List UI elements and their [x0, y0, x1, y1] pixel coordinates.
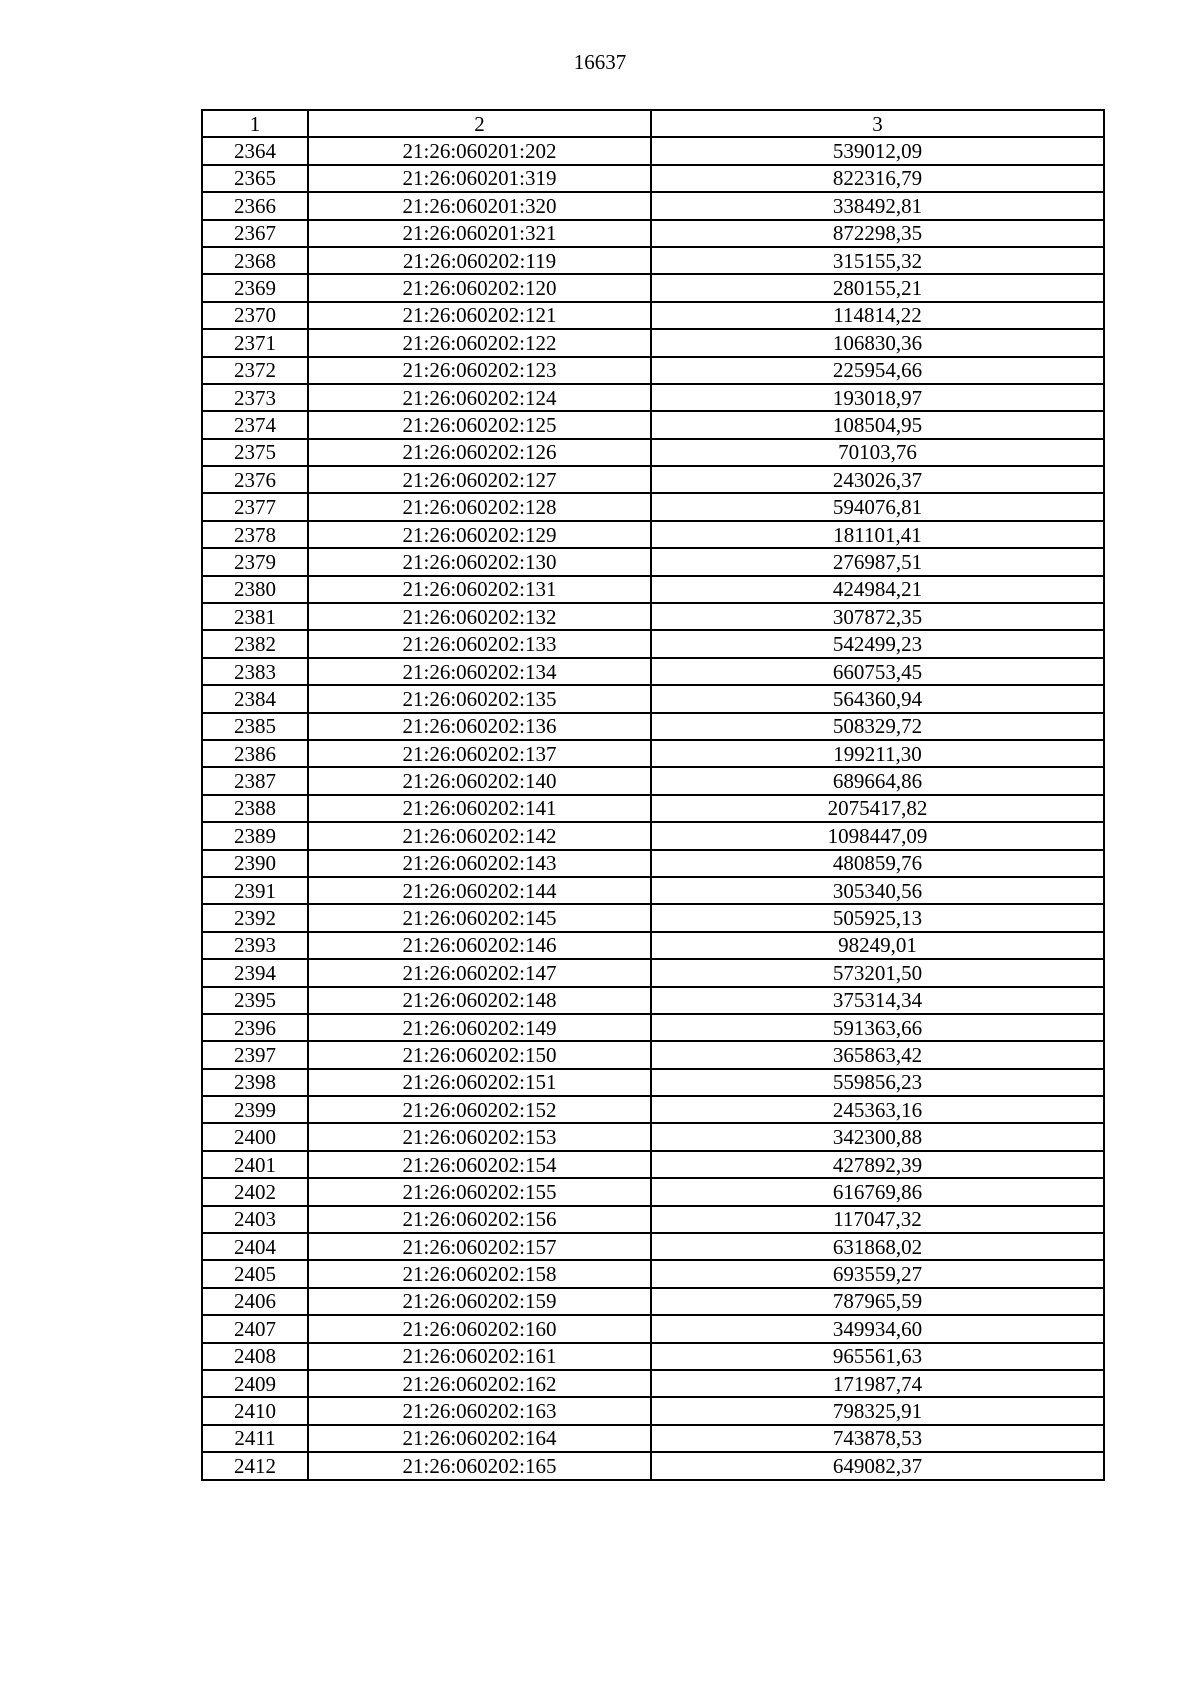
- value-cell: 787965,59: [651, 1288, 1104, 1315]
- table-body: [202, 137, 1104, 1479]
- table-row: [202, 1123, 1104, 1150]
- value-cell: 315155,32: [651, 247, 1104, 274]
- cadastral-number-cell: 21:26:060202:143: [308, 850, 651, 877]
- header-col-3: 3: [651, 110, 1104, 137]
- value-cell: 199211,30: [651, 740, 1104, 767]
- value-cell: 1098447,09: [651, 822, 1104, 849]
- cadastral-number-cell: 21:26:060202:145: [308, 904, 651, 931]
- value-cell: 559856,23: [651, 1069, 1104, 1096]
- cadastral-number-cell: 21:26:060201:321: [308, 220, 651, 247]
- cadastral-number-cell: 21:26:060202:144: [308, 877, 651, 904]
- row-number-cell: 2376: [202, 466, 308, 493]
- value-cell: 305340,56: [651, 877, 1104, 904]
- cadastral-number-cell: 21:26:060202:155: [308, 1178, 651, 1205]
- cadastral-number-cell: 21:26:060202:126: [308, 439, 651, 466]
- cadastral-number-cell: 21:26:060202:129: [308, 521, 651, 548]
- value-cell: 245363,16: [651, 1096, 1104, 1123]
- table-row: [202, 1343, 1104, 1370]
- table-row: [202, 850, 1104, 877]
- row-number-cell: 2392: [202, 904, 308, 931]
- value-cell: 594076,81: [651, 493, 1104, 520]
- value-cell: 365863,42: [651, 1041, 1104, 1068]
- cadastral-number-cell: 21:26:060202:151: [308, 1069, 651, 1096]
- row-number-cell: 2398: [202, 1069, 308, 1096]
- cadastral-number-cell: 21:26:060202:137: [308, 740, 651, 767]
- row-number-cell: 2393: [202, 932, 308, 959]
- table-header: [202, 110, 1104, 137]
- cadastral-number-cell: 21:26:060202:147: [308, 959, 651, 986]
- row-number-cell: 2404: [202, 1233, 308, 1260]
- table-row: [202, 1041, 1104, 1068]
- cadastral-number-cell: 21:26:060202:153: [308, 1123, 651, 1150]
- table-row: [202, 1370, 1104, 1397]
- row-number-cell: 2406: [202, 1288, 308, 1315]
- row-number-cell: 2411: [202, 1425, 308, 1452]
- row-number-cell: 2385: [202, 713, 308, 740]
- value-cell: 114814,22: [651, 302, 1104, 329]
- cadastral-number-cell: 21:26:060201:202: [308, 137, 651, 164]
- row-number-cell: 2374: [202, 411, 308, 438]
- table-row: [202, 987, 1104, 1014]
- table-row: [202, 274, 1104, 301]
- row-number-cell: 2405: [202, 1260, 308, 1287]
- cadastral-number-cell: 21:26:060202:127: [308, 466, 651, 493]
- table-row: [202, 548, 1104, 575]
- cadastral-number-cell: 21:26:060202:131: [308, 576, 651, 603]
- row-number-cell: 2390: [202, 850, 308, 877]
- table-row: [202, 603, 1104, 630]
- cadastral-number-cell: 21:26:060202:124: [308, 384, 651, 411]
- row-number-cell: 2394: [202, 959, 308, 986]
- row-number-cell: 2408: [202, 1343, 308, 1370]
- value-cell: 872298,35: [651, 220, 1104, 247]
- row-number-cell: 2389: [202, 822, 308, 849]
- table-row: [202, 1233, 1104, 1260]
- value-cell: 631868,02: [651, 1233, 1104, 1260]
- value-cell: 427892,39: [651, 1151, 1104, 1178]
- value-cell: 660753,45: [651, 658, 1104, 685]
- table-row: [202, 439, 1104, 466]
- row-number-cell: 2410: [202, 1397, 308, 1424]
- table-row: [202, 630, 1104, 657]
- table-row: [202, 767, 1104, 794]
- value-cell: 280155,21: [651, 274, 1104, 301]
- value-cell: 375314,34: [651, 987, 1104, 1014]
- cadastral-number-cell: 21:26:060202:158: [308, 1260, 651, 1287]
- value-cell: 542499,23: [651, 630, 1104, 657]
- cadastral-number-cell: 21:26:060202:133: [308, 630, 651, 657]
- table-row: [202, 959, 1104, 986]
- table-row: [202, 1452, 1104, 1479]
- value-cell: 2075417,82: [651, 795, 1104, 822]
- table-row: [202, 137, 1104, 164]
- table-row: [202, 877, 1104, 904]
- table-row: [202, 247, 1104, 274]
- value-cell: 480859,76: [651, 850, 1104, 877]
- table-row: [202, 1151, 1104, 1178]
- cadastral-number-cell: 21:26:060202:148: [308, 987, 651, 1014]
- value-cell: 822316,79: [651, 165, 1104, 192]
- row-number-cell: 2387: [202, 767, 308, 794]
- row-number-cell: 2391: [202, 877, 308, 904]
- cadastral-number-cell: 21:26:060202:160: [308, 1315, 651, 1342]
- cadastral-number-cell: 21:26:060202:161: [308, 1343, 651, 1370]
- cadastral-number-cell: 21:26:060202:157: [308, 1233, 651, 1260]
- value-cell: 193018,97: [651, 384, 1104, 411]
- table-row: [202, 493, 1104, 520]
- cadastral-number-cell: 21:26:060202:150: [308, 1041, 651, 1068]
- table-row: [202, 329, 1104, 356]
- value-cell: 564360,94: [651, 685, 1104, 712]
- value-cell: 424984,21: [651, 576, 1104, 603]
- table-row: [202, 302, 1104, 329]
- table-row: [202, 658, 1104, 685]
- row-number-cell: 2375: [202, 439, 308, 466]
- row-number-cell: 2372: [202, 357, 308, 384]
- value-cell: 616769,86: [651, 1178, 1104, 1205]
- cadastral-number-cell: 21:26:060202:156: [308, 1206, 651, 1233]
- table-row: [202, 411, 1104, 438]
- table-row: [202, 932, 1104, 959]
- value-cell: 342300,88: [651, 1123, 1104, 1150]
- value-cell: 117047,32: [651, 1206, 1104, 1233]
- table-row: [202, 1425, 1104, 1452]
- table-row: [202, 165, 1104, 192]
- table-row: [202, 685, 1104, 712]
- cadastral-number-cell: 21:26:060202:154: [308, 1151, 651, 1178]
- cadastral-number-cell: 21:26:060202:149: [308, 1014, 651, 1041]
- row-number-cell: 2364: [202, 137, 308, 164]
- value-cell: 338492,81: [651, 192, 1104, 219]
- table-row: [202, 1260, 1104, 1287]
- table-row: [202, 466, 1104, 493]
- row-number-cell: 2369: [202, 274, 308, 301]
- row-number-cell: 2373: [202, 384, 308, 411]
- value-cell: 108504,95: [651, 411, 1104, 438]
- value-cell: 181101,41: [651, 521, 1104, 548]
- table-row: [202, 357, 1104, 384]
- value-cell: 743878,53: [651, 1425, 1104, 1452]
- value-cell: 243026,37: [651, 466, 1104, 493]
- value-cell: 70103,76: [651, 439, 1104, 466]
- table-row: [202, 1206, 1104, 1233]
- table-row: [202, 795, 1104, 822]
- table-row: [202, 1315, 1104, 1342]
- cadastral-number-cell: 21:26:060201:320: [308, 192, 651, 219]
- row-number-cell: 2366: [202, 192, 308, 219]
- row-number-cell: 2403: [202, 1206, 308, 1233]
- cadastral-number-cell: 21:26:060202:136: [308, 713, 651, 740]
- cadastral-number-cell: 21:26:060202:159: [308, 1288, 651, 1315]
- row-number-cell: 2401: [202, 1151, 308, 1178]
- value-cell: 276987,51: [651, 548, 1104, 575]
- cadastral-number-cell: 21:26:060202:120: [308, 274, 651, 301]
- row-number-cell: 2383: [202, 658, 308, 685]
- row-number-cell: 2395: [202, 987, 308, 1014]
- row-number-cell: 2402: [202, 1178, 308, 1205]
- row-number-cell: 2384: [202, 685, 308, 712]
- row-number-cell: 2381: [202, 603, 308, 630]
- row-number-cell: 2400: [202, 1123, 308, 1150]
- cadastral-number-cell: 21:26:060202:164: [308, 1425, 651, 1452]
- value-cell: 505925,13: [651, 904, 1104, 931]
- cadastral-number-cell: 21:26:060202:142: [308, 822, 651, 849]
- cadastral-number-cell: 21:26:060202:163: [308, 1397, 651, 1424]
- row-number-cell: 2370: [202, 302, 308, 329]
- registry-table: [201, 109, 1105, 1481]
- table-row: [202, 576, 1104, 603]
- cadastral-number-cell: 21:26:060202:132: [308, 603, 651, 630]
- value-cell: 965561,63: [651, 1343, 1104, 1370]
- value-cell: 591363,66: [651, 1014, 1104, 1041]
- table-row: [202, 1397, 1104, 1424]
- cadastral-number-cell: 21:26:060202:135: [308, 685, 651, 712]
- row-number-cell: 2407: [202, 1315, 308, 1342]
- cadastral-number-cell: 21:26:060202:134: [308, 658, 651, 685]
- cadastral-number-cell: 21:26:060202:141: [308, 795, 651, 822]
- value-cell: 693559,27: [651, 1260, 1104, 1287]
- value-cell: 573201,50: [651, 959, 1104, 986]
- value-cell: 689664,86: [651, 767, 1104, 794]
- value-cell: 798325,91: [651, 1397, 1104, 1424]
- row-number-cell: 2380: [202, 576, 308, 603]
- row-number-cell: 2379: [202, 548, 308, 575]
- row-number-cell: 2382: [202, 630, 308, 657]
- value-cell: 98249,01: [651, 932, 1104, 959]
- cadastral-number-cell: 21:26:060202:130: [308, 548, 651, 575]
- cadastral-number-cell: 21:26:060202:125: [308, 411, 651, 438]
- cadastral-number-cell: 21:26:060202:128: [308, 493, 651, 520]
- row-number-cell: 2365: [202, 165, 308, 192]
- header-col-1: 1: [202, 110, 308, 137]
- table-row: [202, 822, 1104, 849]
- row-number-cell: 2371: [202, 329, 308, 356]
- table-row: [202, 521, 1104, 548]
- cadastral-number-cell: 21:26:060202:121: [308, 302, 651, 329]
- cadastral-number-cell: 21:26:060202:152: [308, 1096, 651, 1123]
- table-row: [202, 1014, 1104, 1041]
- row-number-cell: 2409: [202, 1370, 308, 1397]
- table-row: [202, 220, 1104, 247]
- table-row: [202, 1069, 1104, 1096]
- row-number-cell: 2377: [202, 493, 308, 520]
- row-number-cell: 2399: [202, 1096, 308, 1123]
- cadastral-number-cell: 21:26:060202:123: [308, 357, 651, 384]
- value-cell: 349934,60: [651, 1315, 1104, 1342]
- row-number-cell: 2368: [202, 247, 308, 274]
- cadastral-number-cell: 21:26:060202:165: [308, 1452, 651, 1479]
- cadastral-number-cell: 21:26:060202:146: [308, 932, 651, 959]
- value-cell: 508329,72: [651, 713, 1104, 740]
- page-number: 16637: [573, 50, 627, 74]
- value-cell: 225954,66: [651, 357, 1104, 384]
- value-cell: 171987,74: [651, 1370, 1104, 1397]
- row-number-cell: 2386: [202, 740, 308, 767]
- value-cell: 649082,37: [651, 1452, 1104, 1479]
- table-row: [202, 384, 1104, 411]
- table-row: [202, 1096, 1104, 1123]
- cadastral-number-cell: 21:26:060202:122: [308, 329, 651, 356]
- value-cell: 307872,35: [651, 603, 1104, 630]
- value-cell: 539012,09: [651, 137, 1104, 164]
- row-number-cell: 2388: [202, 795, 308, 822]
- table-row: [202, 192, 1104, 219]
- table-row: [202, 740, 1104, 767]
- header-col-2: 2: [308, 110, 651, 137]
- table-row: [202, 904, 1104, 931]
- row-number-cell: 2412: [202, 1452, 308, 1479]
- table-row: [202, 713, 1104, 740]
- header-row: [202, 110, 1104, 137]
- cadastral-number-cell: 21:26:060201:319: [308, 165, 651, 192]
- row-number-cell: 2396: [202, 1014, 308, 1041]
- cadastral-number-cell: 21:26:060202:162: [308, 1370, 651, 1397]
- row-number-cell: 2397: [202, 1041, 308, 1068]
- row-number-cell: 2378: [202, 521, 308, 548]
- table-row: [202, 1288, 1104, 1315]
- cadastral-number-cell: 21:26:060202:140: [308, 767, 651, 794]
- cadastral-number-cell: 21:26:060202:119: [308, 247, 651, 274]
- table-row: [202, 1178, 1104, 1205]
- value-cell: 106830,36: [651, 329, 1104, 356]
- row-number-cell: 2367: [202, 220, 308, 247]
